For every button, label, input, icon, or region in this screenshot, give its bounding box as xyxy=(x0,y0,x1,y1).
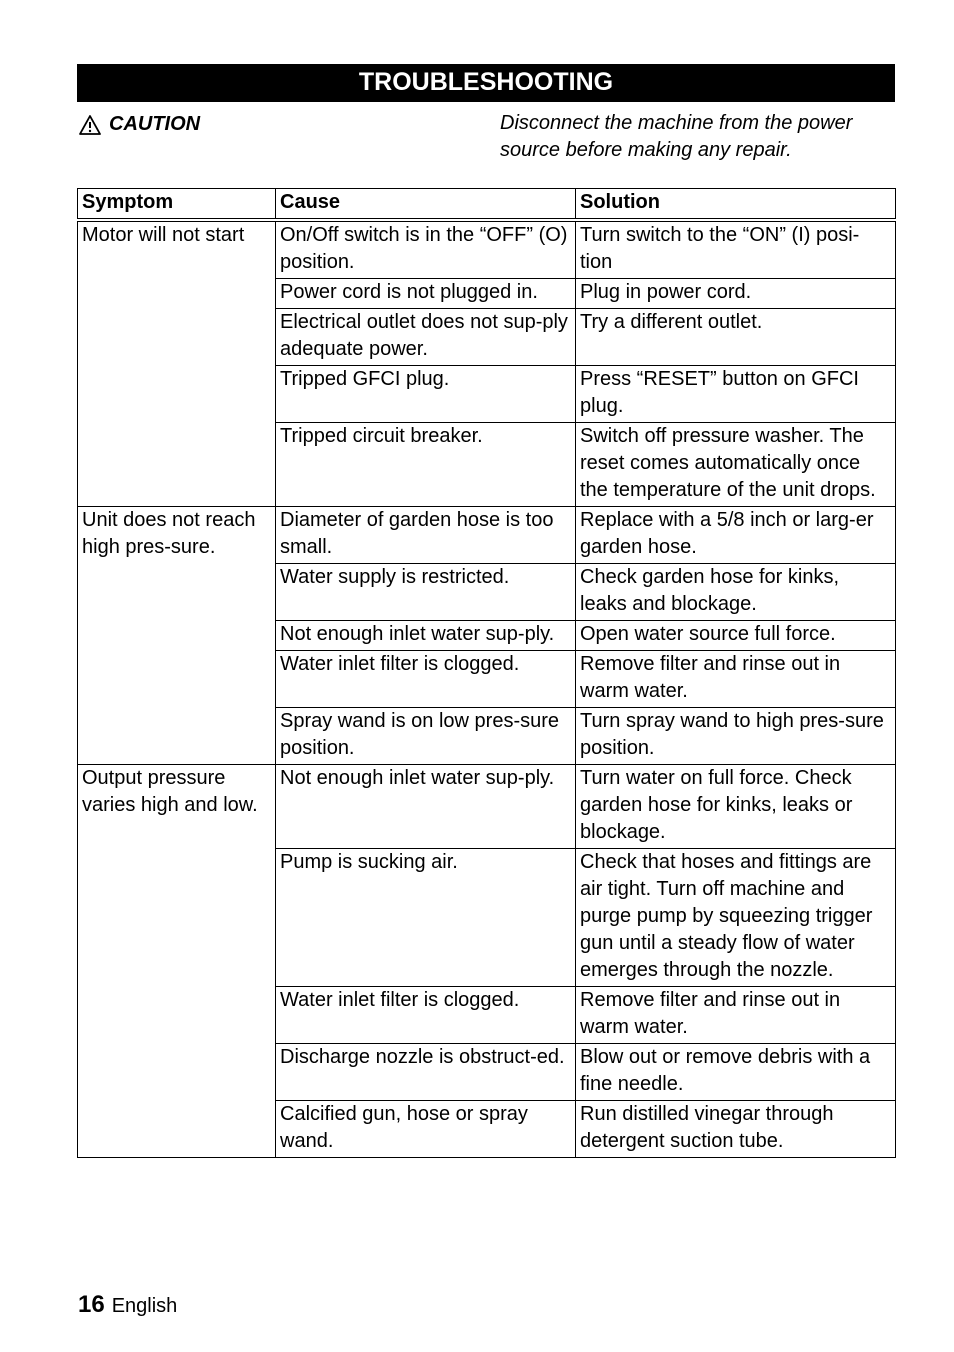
cause-cell: Water inlet filter is clogged. xyxy=(276,987,576,1044)
header-cause: Cause xyxy=(276,189,576,221)
header-solution: Solution xyxy=(576,189,896,221)
cause-cell: On/Off switch is in the “OFF” (O) position. xyxy=(276,220,576,279)
cause-cell: Electrical outlet does not sup-ply adequate power. xyxy=(276,309,576,366)
symptom-cell: Unit does not reach high pres-sure. xyxy=(78,507,276,765)
solution-cell: Run distilled vinegar through detergent suction tube. xyxy=(576,1101,896,1158)
cause-cell: Not enough inlet water sup-ply. xyxy=(276,621,576,651)
solution-cell: Check that hoses and fittings are air tight. Turn off machine and purge pump by squeezing trigger gun until a steady flow of water emerges through the nozzle. xyxy=(576,849,896,987)
cause-cell: Diameter of garden hose is too small. xyxy=(276,507,576,564)
table-row xyxy=(78,220,896,279)
cause-cell: Tripped GFCI plug. xyxy=(276,366,576,423)
cause-cell: Pump is sucking air. xyxy=(276,849,576,987)
page-language: English xyxy=(111,1295,178,1317)
cause-cell: Water inlet filter is clogged. xyxy=(276,651,576,708)
caution-label: CAUTION xyxy=(109,113,201,135)
page-footer xyxy=(78,1291,177,1319)
solution-cell: Turn spray wand to high pres-sure position. xyxy=(576,708,896,765)
solution-cell: Plug in power cord. xyxy=(576,279,896,309)
header-symptom: Symptom xyxy=(78,189,276,221)
table-row xyxy=(78,507,896,564)
solution-cell: Turn switch to the “ON” (I) posi-tion xyxy=(576,220,896,279)
cause-cell: Calcified gun, hose or spray wand. xyxy=(276,1101,576,1158)
symptom-cell: Motor will not start xyxy=(78,220,276,507)
symptom-cell: Output pressure varies high and low. xyxy=(78,765,276,1158)
solution-cell: Open water source full force. xyxy=(576,621,896,651)
page-number: 16 xyxy=(78,1291,105,1318)
solution-cell: Replace with a 5/8 inch or larg-er garden hose. xyxy=(576,507,896,564)
table-row xyxy=(78,765,896,849)
cause-cell: Water supply is restricted. xyxy=(276,564,576,621)
cause-cell: Spray wand is on low pres-sure position. xyxy=(276,708,576,765)
cause-cell: Not enough inlet water sup-ply. xyxy=(276,765,576,849)
solution-cell: Try a different outlet. xyxy=(576,309,896,366)
solution-cell: Remove filter and rinse out in warm water. xyxy=(576,651,896,708)
table-header-row xyxy=(78,189,896,221)
solution-cell: Remove filter and rinse out in warm water. xyxy=(576,987,896,1044)
page-title: TROUBLESHOOTING xyxy=(77,64,895,102)
solution-cell: Turn water on full force. Check garden hose for kinks, leaks or blockage. xyxy=(576,765,896,849)
solution-cell: Switch off pressure washer. The reset comes automatically once the temperature of the unit drops. xyxy=(576,423,896,507)
troubleshooting-table xyxy=(77,188,896,1158)
cause-cell: Tripped circuit breaker. xyxy=(276,423,576,507)
warning-triangle-icon xyxy=(79,114,101,136)
solution-cell: Check garden hose for kinks, leaks and blockage. xyxy=(576,564,896,621)
solution-cell: Blow out or remove debris with a fine needle. xyxy=(576,1044,896,1101)
caution-text: Disconnect the machine from the power source before making any repair. xyxy=(500,112,853,161)
solution-cell: Press “RESET” button on GFCI plug. xyxy=(576,366,896,423)
caution-label-group xyxy=(79,113,200,136)
cause-cell: Discharge nozzle is obstruct-ed. xyxy=(276,1044,576,1101)
cause-cell: Power cord is not plugged in. xyxy=(276,279,576,309)
